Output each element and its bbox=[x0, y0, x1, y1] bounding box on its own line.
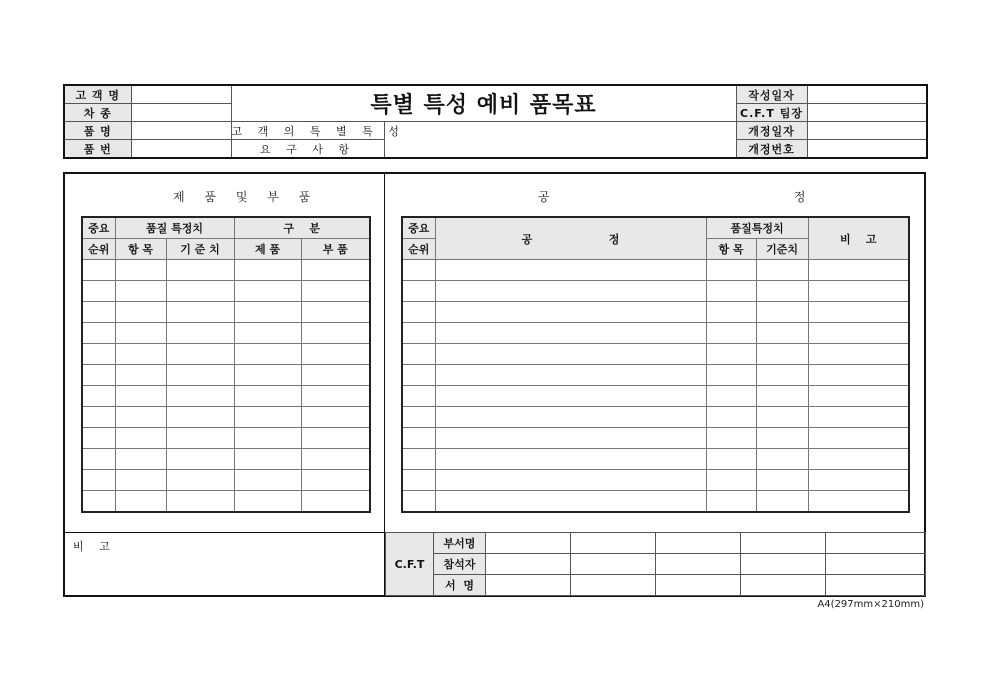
table-row bbox=[402, 302, 909, 323]
table-cell[interactable] bbox=[402, 365, 435, 386]
table-cell[interactable] bbox=[115, 449, 166, 470]
customer-name-label: 고 객 명 bbox=[64, 85, 131, 104]
table-cell[interactable] bbox=[166, 365, 234, 386]
table-cell[interactable] bbox=[756, 260, 808, 281]
table-cell[interactable] bbox=[166, 386, 234, 407]
process-section-title: 공 정 bbox=[538, 190, 814, 204]
signature-cell[interactable] bbox=[826, 575, 926, 596]
table-cell[interactable] bbox=[301, 491, 370, 513]
table-row bbox=[82, 449, 370, 470]
table-cell[interactable] bbox=[706, 281, 756, 302]
created-date-label: 작성일자 bbox=[736, 85, 807, 104]
revision-number-field[interactable] bbox=[807, 140, 927, 159]
product-section-title: 제 품 및 부 품 bbox=[173, 190, 319, 204]
table-cell[interactable] bbox=[808, 281, 909, 302]
table-cell[interactable] bbox=[301, 344, 370, 365]
table-cell[interactable] bbox=[435, 365, 706, 386]
priority-header: 중요 bbox=[82, 217, 115, 239]
table-cell[interactable] bbox=[808, 449, 909, 470]
table-cell[interactable] bbox=[82, 344, 115, 365]
table-cell[interactable] bbox=[402, 491, 435, 513]
item-header: 항 목 bbox=[115, 239, 166, 260]
attendee-label: 참석자 bbox=[434, 554, 486, 575]
customer-name-field[interactable] bbox=[131, 85, 231, 104]
table-cell[interactable] bbox=[301, 281, 370, 302]
table-cell[interactable] bbox=[756, 281, 808, 302]
paper-size-note: A4(297mm×210mm) bbox=[817, 599, 924, 610]
rank-header: 순위 bbox=[402, 239, 435, 260]
department-cell[interactable] bbox=[656, 533, 741, 554]
table-cell[interactable] bbox=[301, 407, 370, 428]
table-cell[interactable] bbox=[808, 407, 909, 428]
table-cell[interactable] bbox=[234, 260, 301, 281]
table-cell[interactable] bbox=[435, 449, 706, 470]
table-cell[interactable] bbox=[706, 386, 756, 407]
table-cell[interactable] bbox=[756, 449, 808, 470]
table-cell[interactable] bbox=[402, 344, 435, 365]
product-rows bbox=[82, 260, 370, 513]
table-row bbox=[402, 470, 909, 491]
table-row bbox=[402, 449, 909, 470]
table-cell[interactable] bbox=[234, 302, 301, 323]
page-title: 특별 특성 예비 품목표 bbox=[231, 85, 736, 122]
table-cell[interactable] bbox=[756, 386, 808, 407]
cft-label: C.F.T bbox=[386, 533, 434, 596]
table-cell[interactable] bbox=[756, 407, 808, 428]
table-cell[interactable] bbox=[435, 428, 706, 449]
department-cell[interactable] bbox=[486, 533, 571, 554]
table-cell[interactable] bbox=[808, 491, 909, 513]
table-row bbox=[402, 281, 909, 302]
table-cell[interactable] bbox=[706, 407, 756, 428]
signature-cell[interactable] bbox=[571, 575, 656, 596]
table-row bbox=[402, 386, 909, 407]
table-cell[interactable] bbox=[402, 302, 435, 323]
table-row bbox=[82, 491, 370, 513]
table-cell[interactable] bbox=[82, 386, 115, 407]
quality-header: 품질 특정치 bbox=[115, 217, 234, 239]
department-cell[interactable] bbox=[741, 533, 826, 554]
department-cell[interactable] bbox=[571, 533, 656, 554]
part-header: 부 품 bbox=[301, 239, 370, 260]
attendee-cell[interactable] bbox=[656, 554, 741, 575]
vehicle-type-field[interactable] bbox=[131, 104, 231, 122]
table-cell[interactable] bbox=[301, 386, 370, 407]
table-row bbox=[402, 323, 909, 344]
table-cell[interactable] bbox=[756, 365, 808, 386]
customer-special-char-label: 고 객 의 특 별 특 성 bbox=[231, 122, 384, 140]
table-row bbox=[82, 260, 370, 281]
table-cell[interactable] bbox=[402, 260, 435, 281]
table-row bbox=[402, 344, 909, 365]
table-cell[interactable] bbox=[435, 386, 706, 407]
table-row bbox=[402, 428, 909, 449]
table-cell[interactable] bbox=[706, 449, 756, 470]
table-cell[interactable] bbox=[756, 428, 808, 449]
process-rows bbox=[402, 260, 909, 513]
table-row bbox=[82, 365, 370, 386]
table-row bbox=[82, 323, 370, 344]
table-cell[interactable] bbox=[115, 386, 166, 407]
table-cell[interactable] bbox=[756, 491, 808, 513]
table-cell[interactable] bbox=[115, 428, 166, 449]
cft-table bbox=[385, 532, 926, 596]
table-cell[interactable] bbox=[435, 260, 706, 281]
table-cell[interactable] bbox=[234, 491, 301, 513]
table-cell[interactable] bbox=[166, 491, 234, 513]
table-cell[interactable] bbox=[706, 302, 756, 323]
table-cell[interactable] bbox=[234, 365, 301, 386]
created-date-field[interactable] bbox=[807, 85, 927, 104]
department-label: 부서명 bbox=[434, 533, 486, 554]
signature-label: 서 명 bbox=[434, 575, 486, 596]
table-row bbox=[82, 281, 370, 302]
table-cell[interactable] bbox=[115, 260, 166, 281]
remark-header: 비 고 bbox=[808, 217, 909, 260]
table-cell[interactable] bbox=[234, 386, 301, 407]
attendee-cell[interactable] bbox=[486, 554, 571, 575]
table-row bbox=[402, 260, 909, 281]
table-cell[interactable] bbox=[402, 323, 435, 344]
attendee-cell[interactable] bbox=[741, 554, 826, 575]
table-cell[interactable] bbox=[706, 428, 756, 449]
table-cell[interactable] bbox=[82, 407, 115, 428]
table-cell[interactable] bbox=[301, 260, 370, 281]
rank-header: 순위 bbox=[82, 239, 115, 260]
table-cell[interactable] bbox=[756, 302, 808, 323]
table-cell[interactable] bbox=[402, 281, 435, 302]
signature-cell[interactable] bbox=[656, 575, 741, 596]
table-cell[interactable] bbox=[82, 260, 115, 281]
product-header: 제 품 bbox=[234, 239, 301, 260]
table-cell[interactable] bbox=[82, 281, 115, 302]
table-cell[interactable] bbox=[82, 449, 115, 470]
part-name-label: 품 명 bbox=[64, 122, 131, 140]
department-cell[interactable] bbox=[826, 533, 926, 554]
table-cell[interactable] bbox=[166, 281, 234, 302]
table-cell[interactable] bbox=[808, 323, 909, 344]
table-row bbox=[82, 428, 370, 449]
table-cell[interactable] bbox=[808, 470, 909, 491]
table-row bbox=[82, 302, 370, 323]
table-cell[interactable] bbox=[435, 344, 706, 365]
table-cell[interactable] bbox=[301, 428, 370, 449]
table-cell[interactable] bbox=[706, 344, 756, 365]
table-cell[interactable] bbox=[706, 323, 756, 344]
table-cell[interactable] bbox=[115, 323, 166, 344]
table-cell[interactable] bbox=[234, 428, 301, 449]
signature-cell[interactable] bbox=[486, 575, 571, 596]
signature-cell[interactable] bbox=[741, 575, 826, 596]
customer-requirements-field[interactable] bbox=[384, 122, 736, 159]
table-cell[interactable] bbox=[756, 344, 808, 365]
table-cell[interactable] bbox=[234, 470, 301, 491]
cft-leader-label: C.F.T 팀장 bbox=[736, 104, 807, 122]
table-cell[interactable] bbox=[115, 344, 166, 365]
table-cell[interactable] bbox=[82, 302, 115, 323]
revision-date-field[interactable] bbox=[807, 122, 927, 140]
table-row bbox=[402, 407, 909, 428]
table-cell[interactable] bbox=[234, 407, 301, 428]
table-row bbox=[82, 344, 370, 365]
product-table bbox=[81, 216, 371, 513]
table-cell[interactable] bbox=[166, 407, 234, 428]
header-table bbox=[63, 84, 928, 159]
revision-number-label: 개정번호 bbox=[736, 140, 807, 159]
table-cell[interactable] bbox=[115, 302, 166, 323]
table-cell[interactable] bbox=[706, 365, 756, 386]
table-cell[interactable] bbox=[166, 428, 234, 449]
table-cell[interactable] bbox=[435, 281, 706, 302]
table-cell[interactable] bbox=[435, 407, 706, 428]
table-cell[interactable] bbox=[706, 260, 756, 281]
table-cell[interactable] bbox=[402, 449, 435, 470]
attendee-cell[interactable] bbox=[826, 554, 926, 575]
table-cell[interactable] bbox=[234, 323, 301, 344]
table-cell[interactable] bbox=[166, 323, 234, 344]
table-cell[interactable] bbox=[115, 365, 166, 386]
priority-header: 중요 bbox=[402, 217, 435, 239]
table-cell[interactable] bbox=[808, 260, 909, 281]
table-cell[interactable] bbox=[115, 470, 166, 491]
item-header: 항 목 bbox=[706, 239, 756, 260]
table-cell[interactable] bbox=[82, 491, 115, 513]
table-cell[interactable] bbox=[234, 344, 301, 365]
table-cell[interactable] bbox=[435, 302, 706, 323]
table-cell[interactable] bbox=[82, 428, 115, 449]
process-header: 공 정 bbox=[435, 217, 706, 260]
table-cell[interactable] bbox=[402, 470, 435, 491]
table-cell[interactable] bbox=[115, 281, 166, 302]
table-cell[interactable] bbox=[82, 323, 115, 344]
vehicle-type-label: 차 종 bbox=[64, 104, 131, 122]
table-cell[interactable] bbox=[234, 281, 301, 302]
table-cell[interactable] bbox=[402, 386, 435, 407]
revision-date-label: 개정일자 bbox=[736, 122, 807, 140]
part-number-field[interactable] bbox=[131, 140, 231, 159]
table-cell[interactable] bbox=[402, 428, 435, 449]
table-cell[interactable] bbox=[115, 491, 166, 513]
requirements-label: 요 구 사 항 bbox=[231, 140, 384, 159]
table-row bbox=[402, 491, 909, 513]
table-cell[interactable] bbox=[808, 365, 909, 386]
table-cell[interactable] bbox=[234, 449, 301, 470]
process-table bbox=[401, 216, 910, 513]
table-row bbox=[82, 386, 370, 407]
table-cell[interactable] bbox=[808, 386, 909, 407]
quality-header: 품질특정치 bbox=[706, 217, 808, 239]
table-cell[interactable] bbox=[756, 323, 808, 344]
part-number-label: 품 번 bbox=[64, 140, 131, 159]
table-cell[interactable] bbox=[435, 491, 706, 513]
table-cell[interactable] bbox=[115, 407, 166, 428]
table-row bbox=[82, 470, 370, 491]
table-cell[interactable] bbox=[808, 302, 909, 323]
table-cell[interactable] bbox=[435, 323, 706, 344]
table-cell[interactable] bbox=[166, 344, 234, 365]
division-header: 구 분 bbox=[234, 217, 370, 239]
standard-header: 기준치 bbox=[756, 239, 808, 260]
table-cell[interactable] bbox=[82, 470, 115, 491]
remarks-label: 비 고 bbox=[73, 540, 116, 553]
part-name-field[interactable] bbox=[131, 122, 231, 140]
table-cell[interactable] bbox=[166, 302, 234, 323]
standard-header: 기 준 치 bbox=[166, 239, 234, 260]
table-cell[interactable] bbox=[301, 365, 370, 386]
table-cell[interactable] bbox=[166, 449, 234, 470]
table-cell[interactable] bbox=[166, 260, 234, 281]
main-form bbox=[63, 172, 926, 597]
table-cell[interactable] bbox=[301, 323, 370, 344]
attendee-cell[interactable] bbox=[571, 554, 656, 575]
table-row bbox=[82, 407, 370, 428]
table-cell[interactable] bbox=[808, 344, 909, 365]
table-cell[interactable] bbox=[166, 470, 234, 491]
table-cell[interactable] bbox=[402, 407, 435, 428]
table-cell[interactable] bbox=[435, 470, 706, 491]
table-cell[interactable] bbox=[301, 470, 370, 491]
table-cell[interactable] bbox=[756, 470, 808, 491]
table-row bbox=[402, 365, 909, 386]
table-cell[interactable] bbox=[82, 365, 115, 386]
table-cell[interactable] bbox=[808, 428, 909, 449]
table-cell[interactable] bbox=[301, 302, 370, 323]
cft-leader-field[interactable] bbox=[807, 104, 927, 122]
table-cell[interactable] bbox=[706, 470, 756, 491]
table-cell[interactable] bbox=[706, 491, 756, 513]
table-cell[interactable] bbox=[301, 449, 370, 470]
